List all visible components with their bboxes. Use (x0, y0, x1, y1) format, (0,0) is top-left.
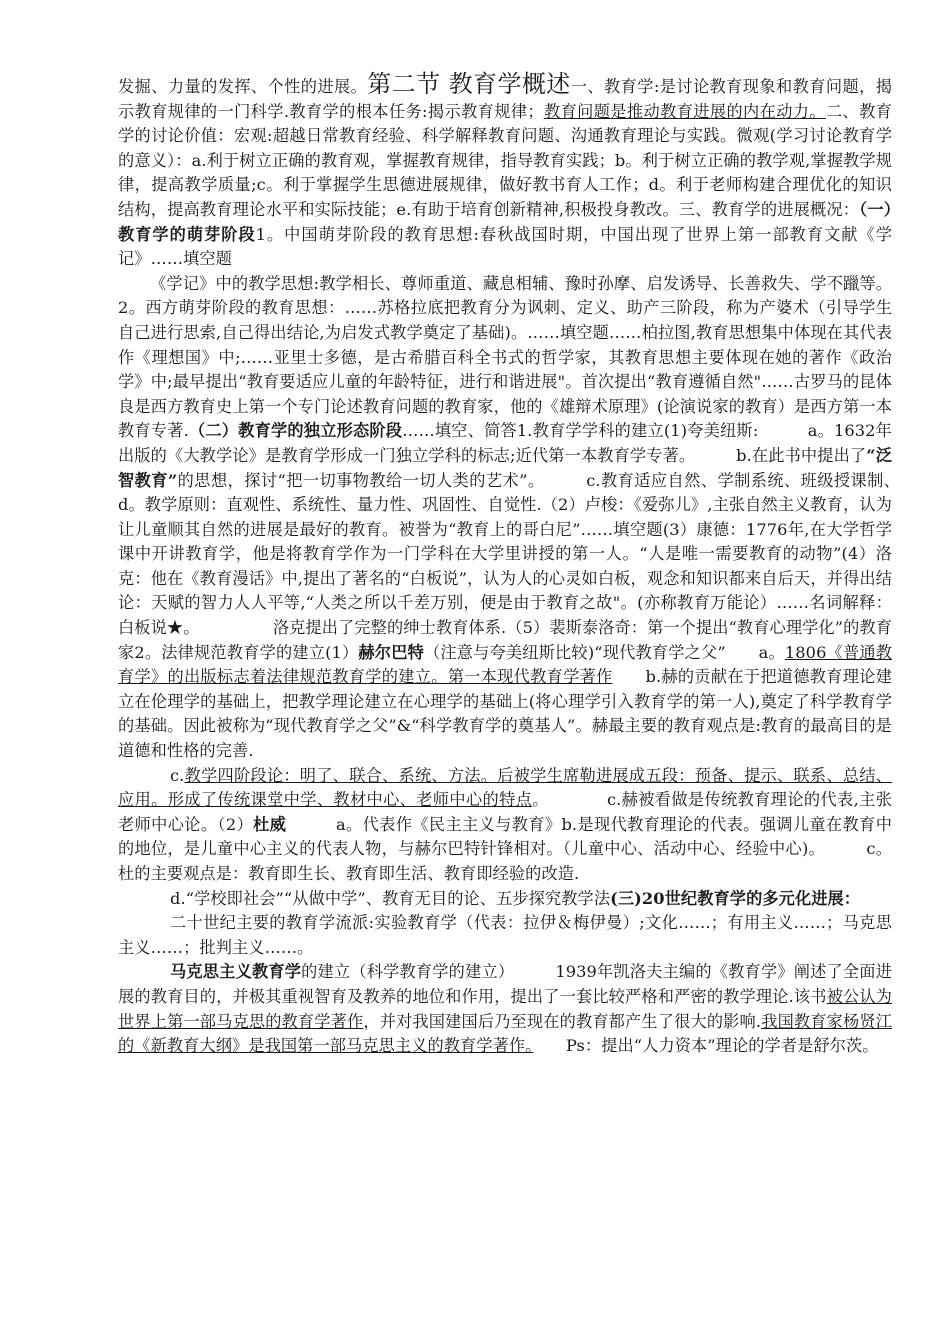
text: a。代表作《民主主义与教育》b.是现代教育理论的代表。强调儿童在教育中的地位，是儿童中心主义的代表人物，与赫尔巴特针锋相对。（儿童中心、活动中心、经验中心)。 c。杜的主要观点是：教育即生长、教育即生活、教育即经验的改造. (118, 814, 892, 883)
underlined-text: 我国教育家杨贤江的《新教育大纲》是我国第一部马克思主义的教育学著作。 (118, 1011, 892, 1056)
underlined-text: 1806《普通教育学》的出版标志着法律规范教育学的建立。第一本现代教育学著作 (118, 642, 893, 687)
bold-name: 赫尔巴特 (358, 642, 424, 662)
text: ，并对我国建国后乃至现在的教育都产生了很大的影响. (363, 1011, 762, 1031)
text: Ps：提出“人力资本”理论的学者是舒尔茨。 (533, 1036, 879, 1056)
bold-subheading: （二）教育学的独立形态阶段 (188, 421, 403, 441)
text: c. (170, 765, 185, 785)
text: 《学记》中的教学思想:教学相长、尊师重道、藏息相辅、豫时孙摩、启发诱导、长善救失、学不躐等。2。西方萌芽阶段的教育思想：……苏格拉底把教育分为讽刺、定义、助产三阶段，称为产婆术（引导学生自己进行思索,自己得出结论,为启发式教学奠定了基础)。……填空题……柏拉图,教育思想集中体现在其代表作《理想国》中;……亚里士多德，是古希腊百科全书式的哲学家，其教育思想主要体现在她的著作《政治学》中;最早提出“教育要适应儿童的年龄特征，进行和谐进展"。首次提出“教育遵循自然"……古罗马的昆体良是西方教育史上第一个专门论述教育问题的教育家，他的《雄辩术原理》(论演说家的教育）是西方第一本教育专著. (118, 273, 892, 441)
paragraph-schools (118, 911, 892, 960)
text: 。 c.赫被看做是传统教育理论的代表,主张老师中心论。（2） (118, 790, 892, 834)
text: 一、教育学:是讨论教育现象和教育问题，揭示教育规律的一门科学.教育学的根本任务:揭示教育规律； (118, 77, 893, 121)
bold-name: 杜威 (253, 814, 287, 834)
text: d.“学校即社会”“从做中学”、教育无目的论、五步探究教学法 (170, 888, 611, 908)
text: （注意与夸美纽斯比较)“现代教育学之父” a。 (423, 642, 785, 662)
paragraph-herbart-dewey (118, 764, 892, 887)
text: 二、教育学的讨论价值：宏观:超越日常教育经验、科学解释教育问题、沟通教育理论与实践。微观(学习讨论教育学的意义）：a.利于树立正确的教育观，掌握教育规律，指导教育实践；b。利于树立正确的教学观,掌握教学规律，提高教学质量;c。利于掌握学生思德进展规律，做好教书育人工作；d。利于老师构建合理优化的知识结构，提高教育理论水平和实际技能；e.有助于培育创新精神,积极投身教改。三、教育学的进展概况： (118, 101, 892, 219)
paragraph-history (118, 272, 909, 764)
text: 发掘、力量的发挥、个性的进展。 (118, 77, 368, 96)
underlined-text: 教学四阶段论：明了、联合、系统、方法。后被学生席勒进展成五段：预备、提示、联系、总结、应用。形成了传统课堂中学、教材中心、老师中心的特点 (118, 765, 892, 810)
text: ……填空、简答1.教育学学科的建立(1)夸美纽斯: a。1632年出版的《大教学论》是教育学形成一门独立学科的标志;近代第一本教育学专著。 b.在此书中提出了 (118, 421, 892, 465)
text: 的建立（科学教育学的建立） 1939年凯洛夫主编的《教育学》阐述了全面进展的教育目的，并极其重视智育及教养的地位和作用，提出了一套比较严格和严密的教学理论.该书 (118, 962, 892, 1006)
section-heading: 第二节 教育学概述 (367, 70, 571, 98)
text: 的思想，探讨“把一切事物教给一切人类的艺术”。 c.教育适应自然、学制系统、班级授课制、 d。教学原则：直观性、系统性、量力性、巩固性、自觉性.（2）卢梭：《爱弥儿》,主张自然主义教育，认为让儿童顺其自然的进展是最好的教育。被誉为“教育上的哥白尼”……填空题(3）康德：1776年,在大学哲学课中开讲教育学，他是将教育学作为一门学科在大学里讲授的第一人。“人是唯一需要教育的动物”(4）洛克：他在《教育漫话》中,提出了著名的“白板说”，认为人的心灵如白板，观念和知识都来自后天，并得出结论：天赋的智力人人平等,“人类之所以千差万别，便是由于教育之故"。(亦称教育万能论）……名词解释：白板说★。 洛克提出了完整的绅士教育体系.（5）裴斯泰洛奇：第一个提出“教育心理学化”的教育家2。法律规范教育学的建立(1） (118, 470, 909, 662)
bold-subheading: (三)20世纪教育学的多元化进展： (610, 888, 861, 908)
text: b.赫的贡献在于把道德教育理论建立在伦理学的基础上，把教学理论建立在心理学的基础上(将心理学引入教育学的第一人),奠定了科学教育学的基础。因此被称为“现代教育学之父”&“科学教育学的奠基人”。赫最主要的教育观点是:教育的最高目的是道德和性格的完善. (118, 667, 893, 761)
text: 1。中国萌芽阶段的教育思想:春秋战国时期，中国出现了世界上第一部教育文献《学记》……填空题 (118, 224, 892, 269)
bold-term: “泛智教育” (118, 445, 892, 490)
paragraph-dewey-views (118, 887, 892, 912)
text: 二十世纪主要的教育学流派:实验教育学（代表：拉伊＆梅伊曼）;文化……；有用主义……；马克思主义……；批判主义……。 (118, 913, 892, 957)
paragraph-overview (118, 72, 892, 272)
bold-subheading: 马克思主义教育学 (170, 962, 302, 982)
underlined-text: 教育问题是推动教育进展的内在动力。 (543, 101, 826, 121)
bold-subheading: （一）教育学的萌芽阶段 (118, 199, 892, 244)
underlined-text: 被公认为世界上第一部马克思的教育学著作 (118, 986, 892, 1031)
paragraph-marxist (118, 960, 892, 1058)
